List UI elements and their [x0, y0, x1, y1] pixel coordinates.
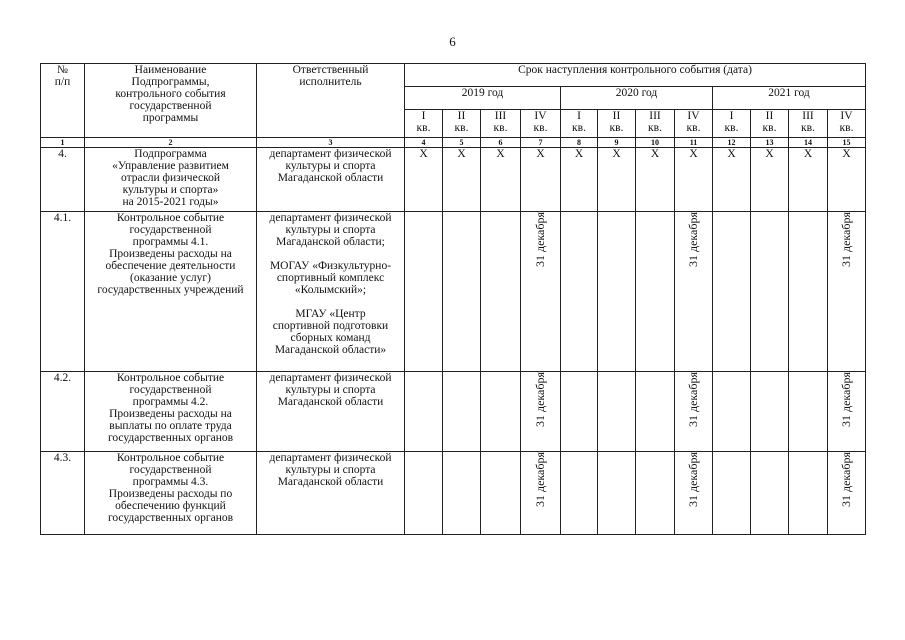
quarter-cell [675, 372, 713, 452]
column-number: 4 [405, 138, 443, 148]
quarter-cell [751, 372, 789, 452]
column-number: 11 [675, 138, 713, 148]
header-quarter: III кв. [636, 110, 675, 138]
quarter-cell [828, 212, 866, 372]
quarter-mark: X [561, 148, 598, 212]
quarter-cell [521, 372, 561, 452]
quarter-cell [561, 212, 598, 372]
quarter-cell [405, 212, 443, 372]
row-num: 4.1. [41, 212, 85, 372]
header-responsible: Ответственный исполнитель [257, 64, 405, 138]
quarter-mark: X [443, 148, 481, 212]
column-number: 3 [257, 138, 405, 148]
row-name: Контрольное событие государственной программы 4.2. Произведены расходы на выплаты по оплате труда государственных органов [85, 372, 257, 452]
header-num: № п/п [41, 64, 85, 138]
quarter-cell [598, 212, 636, 372]
quarter-cell [521, 452, 561, 535]
quarter-cell [828, 372, 866, 452]
quarter-cell [636, 372, 675, 452]
header-name: Наименование Подпрограммы, контрольного события государственной программы [85, 64, 257, 138]
header-quarter: I кв. [405, 110, 443, 138]
header-quarter: II кв. [751, 110, 789, 138]
column-number: 12 [713, 138, 751, 148]
quarter-cell [405, 452, 443, 535]
quarter-cell [713, 452, 751, 535]
quarter-cell [789, 372, 828, 452]
column-number: 15 [828, 138, 866, 148]
deadline-date: 31 декабря [686, 212, 700, 268]
quarter-cell [675, 212, 713, 372]
quarter-cell [598, 372, 636, 452]
quarter-cell [561, 372, 598, 452]
header-quarter: II кв. [443, 110, 481, 138]
quarter-mark: X [405, 148, 443, 212]
header-quarter: II кв. [598, 110, 636, 138]
column-number: 14 [789, 138, 828, 148]
header-quarter: I кв. [713, 110, 751, 138]
deadline-date: 31 декабря [686, 372, 700, 428]
row-name: Контрольное событие государственной программы 4.3. Произведены расходы по обеспечению функций государственных органов [85, 452, 257, 535]
responsible-part: департамент физической культуры и спорта Магаданской области; [269, 212, 392, 248]
quarter-mark: X [675, 148, 713, 212]
column-number: 6 [481, 138, 521, 148]
header-quarter: IV кв. [675, 110, 713, 138]
quarter-cell [789, 212, 828, 372]
deadline-date: 31 декабря [839, 212, 853, 268]
row-responsible: департамент физической культуры и спорта Магаданской области [257, 452, 405, 535]
quarter-mark: X [713, 148, 751, 212]
responsible-part: МГАУ «Центр спортивной подготовки сборных команд Магаданской области» [272, 308, 389, 356]
quarter-mark: X [598, 148, 636, 212]
page-number: 6 [449, 34, 456, 49]
row-name: Подпрограмма «Управление развитием отрасли физической культуры и спорта» на 2015-2021 годы» [85, 148, 257, 212]
quarter-cell [598, 452, 636, 535]
quarter-mark: X [789, 148, 828, 212]
deadline-date: 31 декабря [839, 452, 853, 508]
quarter-cell [405, 372, 443, 452]
quarter-cell [636, 452, 675, 535]
quarter-cell [713, 372, 751, 452]
quarter-cell [751, 212, 789, 372]
control-events-table [40, 63, 866, 535]
column-number: 8 [561, 138, 598, 148]
quarter-cell [443, 372, 481, 452]
header-quarter: III кв. [789, 110, 828, 138]
responsible-part: МОГАУ «Физкультурно- спортивный комплекс «Колымский»; [269, 260, 392, 296]
row-num: 4.2. [41, 372, 85, 452]
row-responsible: департамент физической культуры и спорта Магаданской области [257, 372, 405, 452]
deadline-date: 31 декабря [533, 452, 547, 508]
quarter-cell [443, 452, 481, 535]
quarter-cell [636, 212, 675, 372]
quarter-cell [828, 452, 866, 535]
deadline-date: 31 декабря [686, 452, 700, 508]
deadline-date: 31 декабря [839, 372, 853, 428]
header-quarter: III кв. [481, 110, 521, 138]
row-num: 4.3. [41, 452, 85, 535]
row-responsible: департамент физической культуры и спорта Магаданской области [257, 148, 405, 212]
quarter-cell [481, 372, 521, 452]
quarter-mark: X [828, 148, 866, 212]
quarter-cell [751, 452, 789, 535]
quarter-cell [561, 452, 598, 535]
header-quarter: IV кв. [521, 110, 561, 138]
header-deadline: Срок наступления контрольного события (дата) [405, 64, 866, 87]
deadline-date: 31 декабря [533, 212, 547, 268]
row-name: Контрольное событие государственной программы 4.1. Произведены расходы на обеспечение деятельности (оказание услуг) государственных учреждений [85, 212, 257, 372]
quarter-cell [481, 452, 521, 535]
quarter-cell [713, 212, 751, 372]
quarter-mark: X [751, 148, 789, 212]
column-number: 1 [41, 138, 85, 148]
header-quarter: I кв. [561, 110, 598, 138]
column-number: 7 [521, 138, 561, 148]
quarter-cell [521, 212, 561, 372]
quarter-cell [443, 212, 481, 372]
column-number: 9 [598, 138, 636, 148]
deadline-date: 31 декабря [533, 372, 547, 428]
column-number: 2 [85, 138, 257, 148]
quarter-cell [789, 452, 828, 535]
column-number: 10 [636, 138, 675, 148]
row-responsible [257, 212, 405, 372]
quarter-mark: X [521, 148, 561, 212]
column-number: 5 [443, 138, 481, 148]
header-year-2020: 2020 год [561, 87, 713, 110]
quarter-mark: X [481, 148, 521, 212]
column-number: 13 [751, 138, 789, 148]
header-year-2019: 2019 год [405, 87, 561, 110]
quarter-cell [675, 452, 713, 535]
header-year-2021: 2021 год [713, 87, 866, 110]
row-num: 4. [41, 148, 85, 212]
header-quarter: IV кв. [828, 110, 866, 138]
quarter-cell [481, 212, 521, 372]
quarter-mark: X [636, 148, 675, 212]
